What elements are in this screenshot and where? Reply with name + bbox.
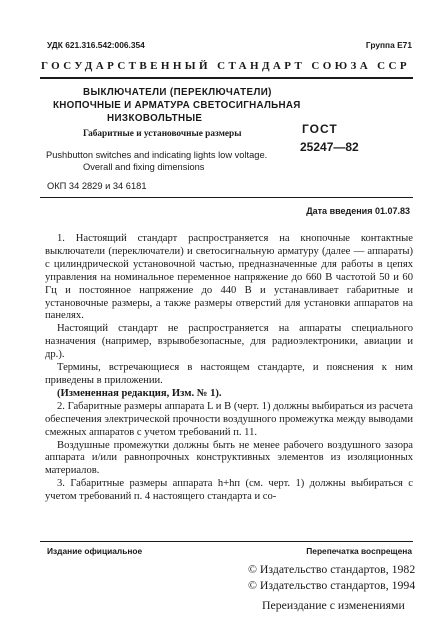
english-title-2: Overall and fixing dimensions [83, 162, 205, 172]
group-code: Группа Е71 [365, 40, 412, 50]
title-line-3: НИЗКОВОЛЬТНЫЕ [107, 113, 203, 124]
gost-number: 25247—82 [300, 140, 359, 154]
introduction-date: Дата введения 01.07.83 [306, 206, 410, 216]
paragraph-1: 1. Настоящий стандарт распространяется на кнопочные контактные выключатели (переключатели) и светосигнальную арматуру (далее — аппараты) с цилиндрической установочной частью, предназначенные для работы в цепях управления на номинальное переменное напряжение до 660 В частотой 50 и 60 Гц и постоянное напряжение до 440 В и устанавливает габаритные и установочные размеры, а также размеры отверстий для установки аппаратов на панелях. [45, 233, 413, 322]
udk-code: УДК 621.316.542:006.354 [47, 40, 145, 50]
amendment-note: (Измененная редакция, Изм. № 1). [57, 387, 222, 399]
title-rule [40, 197, 413, 198]
reissue-note: Переиздание с изменениями [262, 598, 405, 612]
top-rule [40, 77, 413, 79]
title-line-1: ВЫКЛЮЧАТЕЛИ (ПЕРЕКЛЮЧАТЕЛИ) [83, 87, 272, 98]
reprint-prohibited: Перепечатка воспрещена [306, 546, 412, 556]
body-text [45, 233, 413, 504]
english-title-1: Pushbutton switches and indicating lights low voltage. [46, 150, 268, 160]
copyright-1982: © Издательство стандартов, 1982 [248, 562, 416, 576]
gost-label: ГОСТ [302, 122, 338, 136]
okp-code: ОКП 34 2829 и 34 6181 [47, 181, 147, 191]
gost-banner: ГОСУДАРСТВЕННЫЙ СТАНДАРТ СОЮЗА ССР [41, 60, 410, 72]
paragraph-5: Воздушные промежутки должны быть не менее рабочего воздушного зазора аппарата и/или равнопрочных конструктивных элементов из изоляционных материалов. [45, 439, 413, 477]
paragraph-4: 2. Габаритные размеры аппарата L и B (черт. 1) должны выбираться из расчета обеспечения электрической прочности воздушного промежутка между выводами смежных аппаратов с учетом требований п. 11. [45, 400, 413, 438]
official-edition: Издание официальное [47, 546, 143, 556]
title-line-2: КНОПОЧНЫЕ И АРМАТУРА СВЕТОСИГНАЛЬНАЯ [53, 100, 301, 111]
paragraph-3: Термины, встречающиеся в настоящем стандарте, и пояснения к ним приведены в приложении. [45, 362, 413, 386]
footer-rule [40, 541, 413, 542]
paragraph-6: 3. Габаритные размеры аппарата h+hп (см. черт. 1) должны выбираться с учетом требований п. 4 настоящего стандарта и со- [45, 478, 413, 503]
paragraph-2: Настоящий стандарт не распространяется на аппараты специального назначения (например, взрывобезопасные, для радиоэлектроники, авиации и др.). [45, 323, 413, 361]
copyright-1994: © Издательство стандартов, 1994 [248, 578, 416, 592]
document-subtitle: Габаритные и установочные размеры [83, 129, 242, 139]
